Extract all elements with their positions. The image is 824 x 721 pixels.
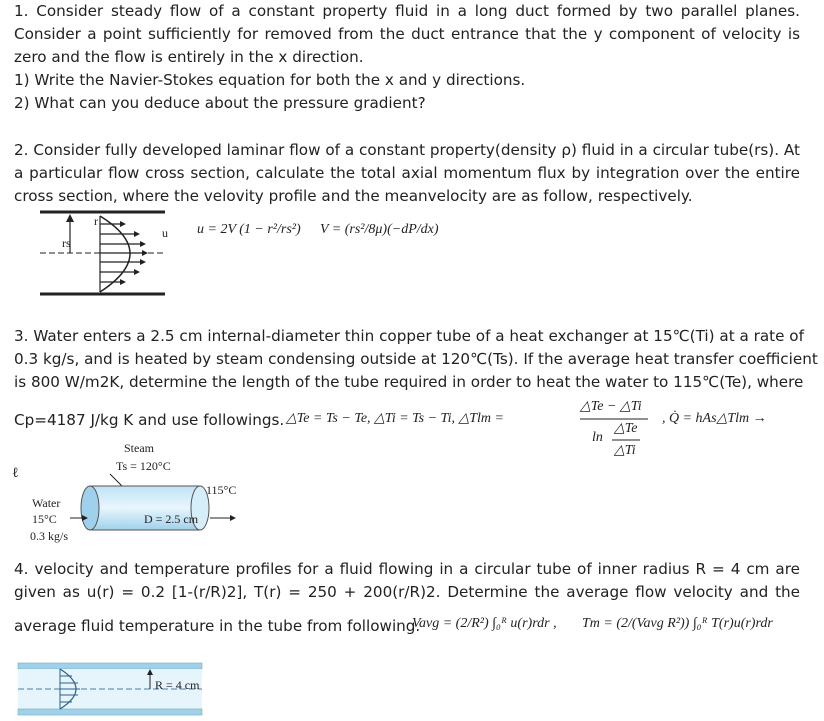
lmtd-fraction-lines — [580, 418, 652, 442]
fig-flow-rate-label: 0.3 kg/s — [30, 529, 69, 543]
fig-water-label: Water — [32, 496, 61, 510]
p3-line3: is 800 W/m2K, determine the length of the tube required in order to heat the water to 115℃(Te), where — [14, 373, 804, 391]
p1-line2: Consider a point sufficiently for removed from the duct entrance that the y component of velocity is — [14, 25, 800, 43]
velocity-profile-figure — [40, 208, 170, 300]
fig-inlet-temp-label: 15°C — [32, 512, 57, 526]
fig-side-mark: ℓ — [12, 466, 19, 481]
p1-line1: 1. Consider steady flow of a constant property fluid in a long duct formed by two parallel planes. — [14, 2, 800, 20]
fig-rs-label: rs — [62, 236, 71, 250]
p2-line3: cross section, where the velovity profile and the meanvelocity are as follow, respectively. — [14, 187, 693, 205]
average-velocity-equation: Vavg = (2/R²) ∫₀ᴿ u(r)rdr , — [412, 616, 557, 631]
fig-steam-temp-label: Ts = 120°C — [116, 459, 171, 473]
temperature-difference-definitions: △Te = Ts − Te, △Ti = Ts − Ti, △Tlm = — [286, 411, 504, 426]
lmtd-numerator: △Te − △Ti — [580, 399, 642, 414]
p4-line2: given as u(r) = 0.2 [1-(r/R)2], T(r) = 250 + 200(r/R)2. Determine the average flow velocity and the — [14, 583, 800, 601]
fig-u-label: u — [162, 226, 168, 240]
fig-outlet-temp-label: 115°C — [206, 483, 237, 497]
p3-line2: 0.3 kg/s, and is heated by steam condensing outside at 120℃(Ts). If the average heat transfer coefficient — [14, 350, 818, 368]
p3-line1: 3. Water enters a 2.5 cm internal-diameter thin copper tube of a heat exchanger at 15℃(Ti) at a rate of — [14, 327, 804, 345]
fig-radius-label: R = 4 cm — [155, 678, 200, 692]
p1-question-1: 1) Write the Navier-Stokes equation for both the x and y directions. — [14, 71, 526, 89]
mean-velocity-equation: V = (rs²/8μ)(−dP/dx) — [320, 222, 439, 237]
fig-steam-label: Steam — [124, 441, 154, 455]
lmtd-ln: ln — [592, 430, 603, 445]
p3-line4: Cp=4187 J/kg K and use followings. — [14, 411, 285, 429]
heat-rate-equation: , Q̇ = hAs△Tlm → — [662, 411, 767, 426]
p2-line1: 2. Consider fully developed laminar flow of a constant property(density ρ) fluid in a circular tube(rs). At — [14, 141, 800, 159]
lmtd-ratio-top: △Te — [614, 421, 638, 436]
velocity-profile-equation: u = 2V (1 − r²/rs²) — [197, 222, 301, 237]
lmtd-ratio-bottom: △Ti — [614, 443, 636, 458]
p4-line3: average fluid temperature in the tube from following. — [14, 617, 421, 635]
fig-r-label: r — [94, 214, 98, 228]
p2-line2: a particular flow cross section, calculate the total axial momentum flux by integration over the entire — [14, 164, 800, 182]
mean-temperature-equation: Tm = (2/(Vavg R²)) ∫₀ᴿ T(r)u(r)rdr — [582, 616, 773, 631]
p4-line1: 4. velocity and temperature profiles for a fluid flowing in a circular tube of inner radius R = 4 cm are — [14, 560, 800, 578]
p1-question-2: 2) What can you deduce about the pressure gradient? — [14, 94, 426, 112]
fig-diameter-label: D = 2.5 cm — [144, 512, 199, 526]
p1-line3: zero and the flow is entirely in the x direction. — [14, 48, 364, 66]
